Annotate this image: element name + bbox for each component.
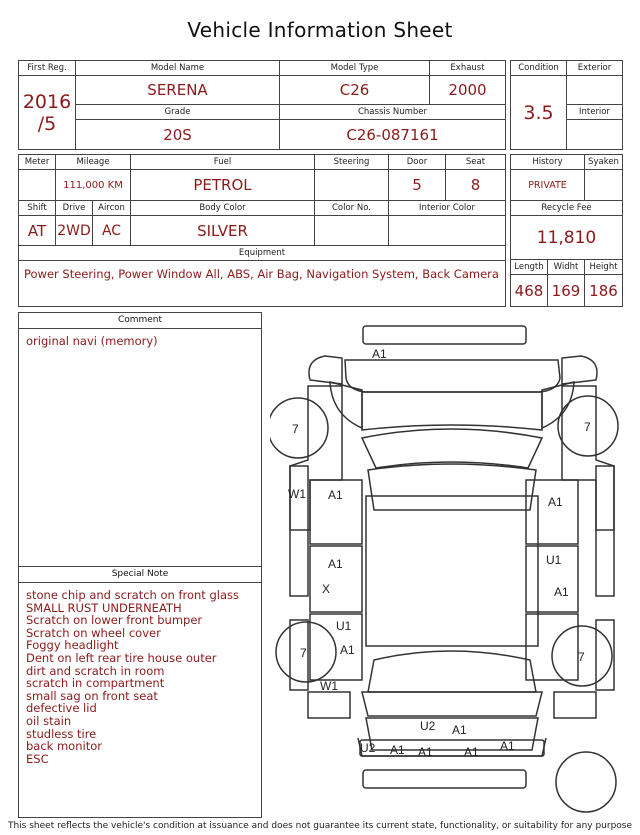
model-type-value: C26 <box>280 76 430 105</box>
mark-tire-fl: 7 <box>292 422 299 436</box>
special-note-item: oil stain <box>26 713 72 728</box>
special-note-item: studless tire <box>26 726 97 741</box>
steering-value <box>315 170 389 201</box>
model-type-label: Model Type <box>280 61 430 76</box>
grade-value: 20S <box>76 120 280 150</box>
color-no-value <box>315 216 389 246</box>
mark-rear-bumper-a1-1: A1 <box>390 743 405 757</box>
special-note-item: Foggy headlight <box>26 638 119 653</box>
special-note-item: Dent on left rear tire house outer <box>26 650 217 665</box>
mileage-value: 111,000 KM <box>56 170 131 201</box>
right-fender-shape <box>562 386 614 530</box>
exterior-label: Exterior <box>567 61 623 76</box>
mark-right-rear-door-a1: A1 <box>554 585 569 599</box>
hood-shape <box>362 392 542 430</box>
mark-front-bumper: A1 <box>372 347 387 361</box>
body-color-value: SILVER <box>131 216 315 246</box>
mark-tailgate-u2: U2 <box>420 719 436 733</box>
mark-left-side-w1: W1 <box>288 487 306 501</box>
left-rear-corner-shape <box>308 692 350 718</box>
exhaust-value: 2000 <box>430 76 506 105</box>
grade-label: Grade <box>76 105 280 120</box>
mark-left-rear-door: A1 <box>328 557 343 571</box>
spare-tire-shape <box>556 752 616 812</box>
special-note-item: scratch in compartment <box>26 676 165 691</box>
seat-label: Seat <box>446 155 506 170</box>
meter-label: Meter <box>19 155 56 170</box>
model-info-table <box>18 60 506 150</box>
windshield-shape <box>362 429 542 468</box>
mark-tire-rr: 7 <box>578 650 585 664</box>
condition-table <box>510 60 623 150</box>
condition-label: Condition <box>511 61 567 76</box>
rear-window-shape <box>368 651 536 692</box>
interior-label: Interior <box>567 105 623 120</box>
mark-tire-fr: 7 <box>584 420 591 434</box>
first-reg-label: First Reg. <box>19 61 76 76</box>
meter-value <box>19 170 56 201</box>
rear-step-bumper-shape <box>363 770 526 788</box>
seat-value: 8 <box>446 170 506 201</box>
comment-header: Comment <box>19 313 261 329</box>
chassis-label: Chassis Number <box>280 105 506 120</box>
roof-front-shape <box>368 464 536 510</box>
special-note-item: defective lid <box>26 701 97 716</box>
aircon-label: Aircon <box>93 201 131 216</box>
roof-shape <box>366 496 538 646</box>
body-color-label: Body Color <box>131 201 315 216</box>
recycle-fee-label: Recycle Fee <box>511 201 623 216</box>
special-note-item: small sag on front seat <box>26 688 158 703</box>
drive-value: 2WD <box>56 216 93 246</box>
mark-rear-corner-a1: A1 <box>500 739 515 753</box>
right-rear-corner-shape <box>554 692 596 718</box>
left-headlight-shape <box>330 382 362 428</box>
interior-color-value <box>389 216 506 246</box>
history-value: PRIVATE <box>511 170 585 201</box>
notes-panel <box>18 312 262 818</box>
special-note-item: SMALL RUST UNDERNEATH <box>26 600 182 615</box>
right-step-shape <box>596 466 614 596</box>
interior-color-label: Interior Color <box>389 201 506 216</box>
special-note-list <box>26 589 239 765</box>
recycle-fee-value: 11,810 <box>511 216 623 260</box>
interior-value <box>567 120 623 150</box>
first-reg-value <box>19 76 76 150</box>
mark-tailgate-a1: A1 <box>452 723 467 737</box>
left-rear-door-shape <box>310 546 362 612</box>
special-note-item: Scratch on lower front bumper <box>26 613 203 628</box>
mark-left-quarter-a1: A1 <box>340 643 355 657</box>
chassis-value: C26-087161 <box>280 120 506 150</box>
shift-value: AT <box>19 216 56 246</box>
first-reg-month: /5 <box>37 112 57 135</box>
right-front-fender-shape <box>562 356 597 384</box>
special-note-item: Scratch on wheel cover <box>26 625 161 640</box>
mark-rear-bumper-u2: U2 <box>360 741 376 755</box>
door-value: 5 <box>389 170 446 201</box>
fuel-label: Fuel <box>131 155 315 170</box>
vehicle-damage-diagram <box>270 320 635 820</box>
mark-left-rear-w1: W1 <box>320 679 338 693</box>
condition-value: 3.5 <box>511 76 567 150</box>
tailgate-upper-shape <box>362 692 542 716</box>
left-step-shape <box>290 466 308 596</box>
tire-front-left-shape <box>270 398 328 458</box>
mark-right-rear-door-u1: U1 <box>546 553 562 567</box>
left-front-fender-shape <box>309 356 342 384</box>
color-no-label: Color No. <box>315 201 389 216</box>
disclaimer-footer: This sheet reflects the vehicle's condition at issuance and does not guarantee its current state, functionality, or suitability for any purpose <box>7 821 633 831</box>
special-note-item: dirt and scratch in room <box>26 663 165 678</box>
width-label: Widht <box>548 260 585 275</box>
steering-label: Steering <box>315 155 389 170</box>
special-note-item: ESC <box>26 751 49 766</box>
model-name-label: Model Name <box>76 61 280 76</box>
exterior-value <box>567 76 623 105</box>
mark-tire-rl: 7 <box>300 646 307 660</box>
model-name-value: SERENA <box>76 76 280 105</box>
history-label: History <box>511 155 585 170</box>
syaken-value <box>585 170 623 201</box>
right-quarter-shape <box>526 614 578 680</box>
aircon-value: AC <box>93 216 131 246</box>
mark-right-front-door: A1 <box>548 495 563 509</box>
drive-label: Drive <box>56 201 93 216</box>
mark-rear-bumper-a1-2: A1 <box>418 745 433 759</box>
first-reg-year: 2016 <box>22 90 72 113</box>
height-label: Height <box>585 260 623 275</box>
front-panel-shape <box>345 360 560 392</box>
mark-left-quarter-u1: U1 <box>336 619 352 633</box>
mileage-label: Mileage <box>56 155 131 170</box>
mark-left-front-door: A1 <box>328 488 343 502</box>
equipment-value: Power Steering, Power Window All, ABS, Air Bag, Navigation System, Back Camera <box>24 267 499 281</box>
special-note-item: stone chip and scratch on front glass <box>26 588 239 602</box>
front-bumper-shape <box>363 326 526 344</box>
mark-rear-bumper-a1-3: A1 <box>464 745 479 759</box>
door-label: Door <box>389 155 446 170</box>
special-note-header: Special Note <box>19 567 261 583</box>
length-value: 468 <box>511 275 548 307</box>
rear-bumper-shape <box>360 740 544 756</box>
shift-label: Shift <box>19 201 56 216</box>
length-label: Length <box>511 260 548 275</box>
history-table <box>510 154 623 307</box>
exhaust-label: Exhaust <box>430 61 506 76</box>
syaken-label: Syaken <box>585 155 623 170</box>
page-title: Vehicle Information Sheet <box>187 18 453 42</box>
comment-text: original navi (memory) <box>26 334 158 348</box>
vehicle-spec-table <box>18 154 506 307</box>
width-value: 169 <box>548 275 585 307</box>
height-value: 186 <box>585 275 623 307</box>
fuel-value: PETROL <box>131 170 315 201</box>
special-note-item: back monitor <box>26 739 102 754</box>
equipment-label: Equipment <box>19 246 506 261</box>
mark-left-rear-door-x: X <box>322 582 331 596</box>
